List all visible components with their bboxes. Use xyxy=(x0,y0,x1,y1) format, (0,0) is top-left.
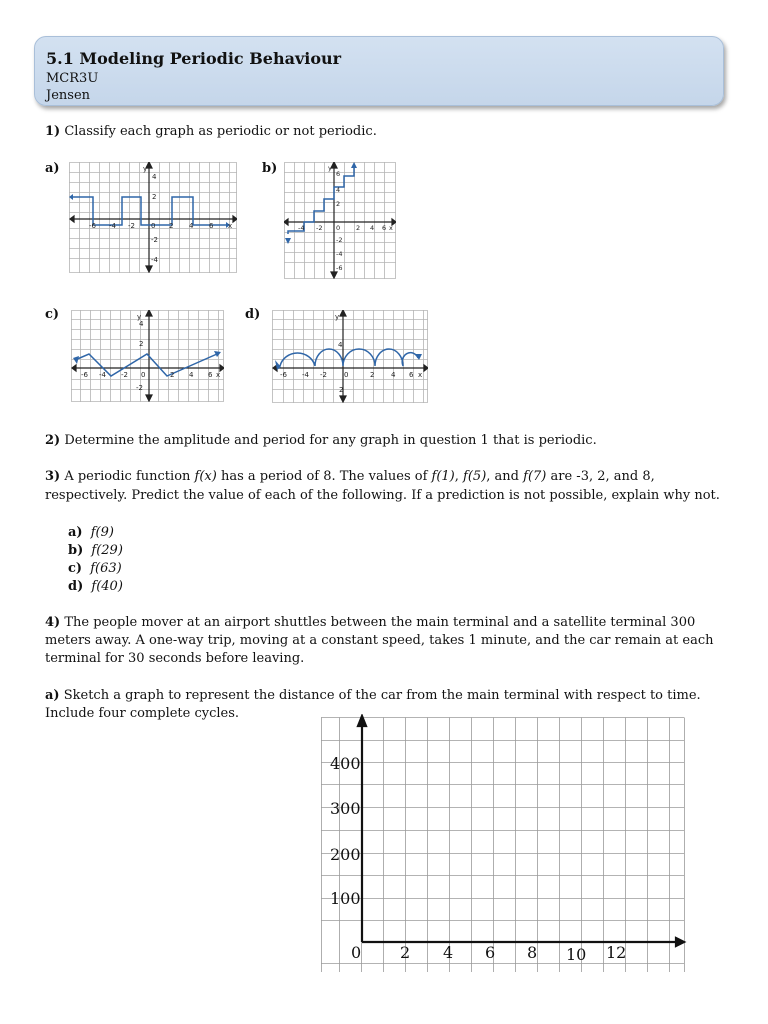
answer-grid-x-tick: 2 xyxy=(400,943,411,962)
teacher-name: Jensen xyxy=(46,88,91,103)
q3-and: , and xyxy=(486,469,519,484)
graph-a-tick: 0 xyxy=(151,222,156,230)
graph-d-tick: 4 xyxy=(391,371,396,379)
graph-d xyxy=(272,310,428,403)
q1-label-c: c) xyxy=(45,307,60,322)
graph-c-tick: 0 xyxy=(141,371,146,379)
answer-grid-x-tick: 10 xyxy=(566,945,587,964)
q4-text-line: meters away. A one-way trip, moving at a constant speed, takes 1 minute, and the car remain at each xyxy=(45,633,714,648)
q3-item-label: c) xyxy=(68,561,83,576)
graph-a-tick: 2 xyxy=(152,193,157,201)
answer-grid-x-tick: 0 xyxy=(351,943,362,962)
answer-grid xyxy=(318,714,688,974)
graph-d-tick: y xyxy=(335,313,340,321)
graph-b-tick: -6 xyxy=(336,264,343,272)
graph-a-tick: y xyxy=(143,165,148,173)
graph-d-tick: 2 xyxy=(339,386,344,394)
q3-item-expr: f(29) xyxy=(91,543,123,558)
q3-item-expr: f(40) xyxy=(91,579,123,594)
graph-c-tick: 4 xyxy=(139,320,144,328)
q4a-text: Sketch a graph to represent the distance of the car from the main terminal with respect to time. xyxy=(63,688,701,703)
q3-f5: f(5) xyxy=(463,469,487,484)
q3-fx: f(x) xyxy=(194,469,217,484)
q4-text-line: terminal for 30 seconds before leaving. xyxy=(45,651,305,666)
graph-c-tick: -2 xyxy=(136,384,143,392)
graph-b-tick: 0 xyxy=(336,224,341,232)
answer-grid-y-tick: 400 xyxy=(330,754,361,773)
answer-grid-x-tick: 8 xyxy=(527,943,538,962)
q3-f1: f(1) xyxy=(431,469,455,484)
graph-d-tick: -2 xyxy=(320,371,327,379)
graph-b-tick: -2 xyxy=(316,224,323,232)
graph-b-tick: -4 xyxy=(336,250,343,258)
question-1 xyxy=(45,123,377,141)
graph-b-tick: 2 xyxy=(356,224,361,232)
graph-c-tick: x xyxy=(216,371,221,379)
graph-b-tick: 6 xyxy=(382,224,387,232)
graph-a xyxy=(69,162,237,273)
q3-f7: f(7) xyxy=(523,469,547,484)
graph-c-tick: -4 xyxy=(99,371,106,379)
answer-grid-y-tick: 200 xyxy=(330,845,361,864)
q3-item xyxy=(68,560,122,578)
q3-item-label: d) xyxy=(68,579,84,594)
question-3-line-1 xyxy=(45,468,655,486)
question-4-line-1 xyxy=(45,614,695,632)
graph-c-tick: 6 xyxy=(208,371,213,379)
q3-comma: , xyxy=(454,469,459,484)
q3-text-b: has a period of 8. The values of xyxy=(220,469,428,484)
graph-a-tick: -4 xyxy=(151,256,158,264)
q3-text-line-2: respectively. Predict the value of each of the following. If a prediction is not possible, explain why not. xyxy=(45,488,720,503)
q4a-line-2: Include four complete cycles. xyxy=(45,706,240,721)
q2-number: 2) xyxy=(45,433,61,448)
graph-b xyxy=(284,162,396,279)
q1-label-b: b) xyxy=(262,161,278,176)
graph-d-tick: -4 xyxy=(302,371,309,379)
answer-grid-x-tick: 12 xyxy=(606,943,627,962)
q1-text: Classify each graph as periodic or not periodic. xyxy=(64,124,377,139)
graph-a-tick: -2 xyxy=(151,236,158,244)
graph-d-tick: x xyxy=(418,371,423,379)
graph-a-tick: 4 xyxy=(152,173,157,181)
graph-c-tick: 2 xyxy=(139,340,144,348)
graph-b-tick: 2 xyxy=(336,200,341,208)
q3-item xyxy=(68,542,123,560)
q3-item xyxy=(68,524,114,542)
answer-grid-y-tick: 300 xyxy=(330,799,361,818)
worksheet-title: 5.1 Modeling Periodic Behaviour xyxy=(46,49,342,68)
graph-c xyxy=(71,310,224,402)
graph-b-tick: -4 xyxy=(298,224,305,232)
graph-d-tick: 2 xyxy=(370,371,375,379)
q4a-line-1 xyxy=(45,687,701,705)
q3-item-expr: f(63) xyxy=(90,561,122,576)
graph-c-tick: -2 xyxy=(121,371,128,379)
graph-c-tick: 2 xyxy=(170,371,175,379)
q3-number: 3) xyxy=(45,469,61,484)
graph-b-tick: -2 xyxy=(336,236,343,244)
graph-d-tick: 4 xyxy=(338,341,343,349)
question-2 xyxy=(45,432,597,450)
q1-label-a: a) xyxy=(45,161,60,176)
course-code: MCR3U xyxy=(46,71,99,86)
graph-d-tick: 0 xyxy=(344,371,349,379)
answer-grid-y-tick: 100 xyxy=(330,889,361,908)
q1-label-d: d) xyxy=(245,307,261,322)
q4-number: 4) xyxy=(45,615,61,630)
answer-grid-x-tick: 6 xyxy=(485,943,496,962)
graph-b-tick: y xyxy=(328,164,332,172)
graph-a-tick: -4 xyxy=(109,222,116,230)
q2-text: Determine the amplitude and period for any graph in question 1 that is periodic. xyxy=(64,433,597,448)
graph-b-tick: 4 xyxy=(370,224,375,232)
q3-item-label: b) xyxy=(68,543,84,558)
graph-d-tick: 6 xyxy=(409,371,414,379)
q3-item xyxy=(68,578,123,596)
q4a-label: a) xyxy=(45,688,60,703)
q1-number: 1) xyxy=(45,124,61,139)
q3-text-c: are -3, 2, and 8, xyxy=(550,469,655,484)
graph-a-tick: 4 xyxy=(189,222,194,230)
graph-b-tick: 4 xyxy=(336,186,341,194)
graph-c-tick: -6 xyxy=(81,371,88,379)
q3-item-label: a) xyxy=(68,525,83,540)
graph-a-tick: 2 xyxy=(169,222,174,230)
q3-item-expr: f(9) xyxy=(90,525,114,540)
q4-text-line: The people mover at an airport shuttles between the main terminal and a satellite terminal 300 xyxy=(64,615,696,630)
answer-grid-x-tick: 4 xyxy=(443,943,454,962)
graph-b-tick: x xyxy=(389,224,393,232)
header-box xyxy=(34,36,724,106)
graph-d-tick: -6 xyxy=(280,371,287,379)
q3-text-a: A periodic function xyxy=(64,469,191,484)
graph-b-tick: 6 xyxy=(336,170,341,178)
graph-a-tick: 6 xyxy=(209,222,214,230)
graph-a-tick: -2 xyxy=(128,222,135,230)
graph-a-tick: -6 xyxy=(89,222,96,230)
graph-a-tick: x xyxy=(228,222,233,230)
graph-c-tick: y xyxy=(137,313,142,321)
graph-c-tick: 4 xyxy=(189,371,194,379)
